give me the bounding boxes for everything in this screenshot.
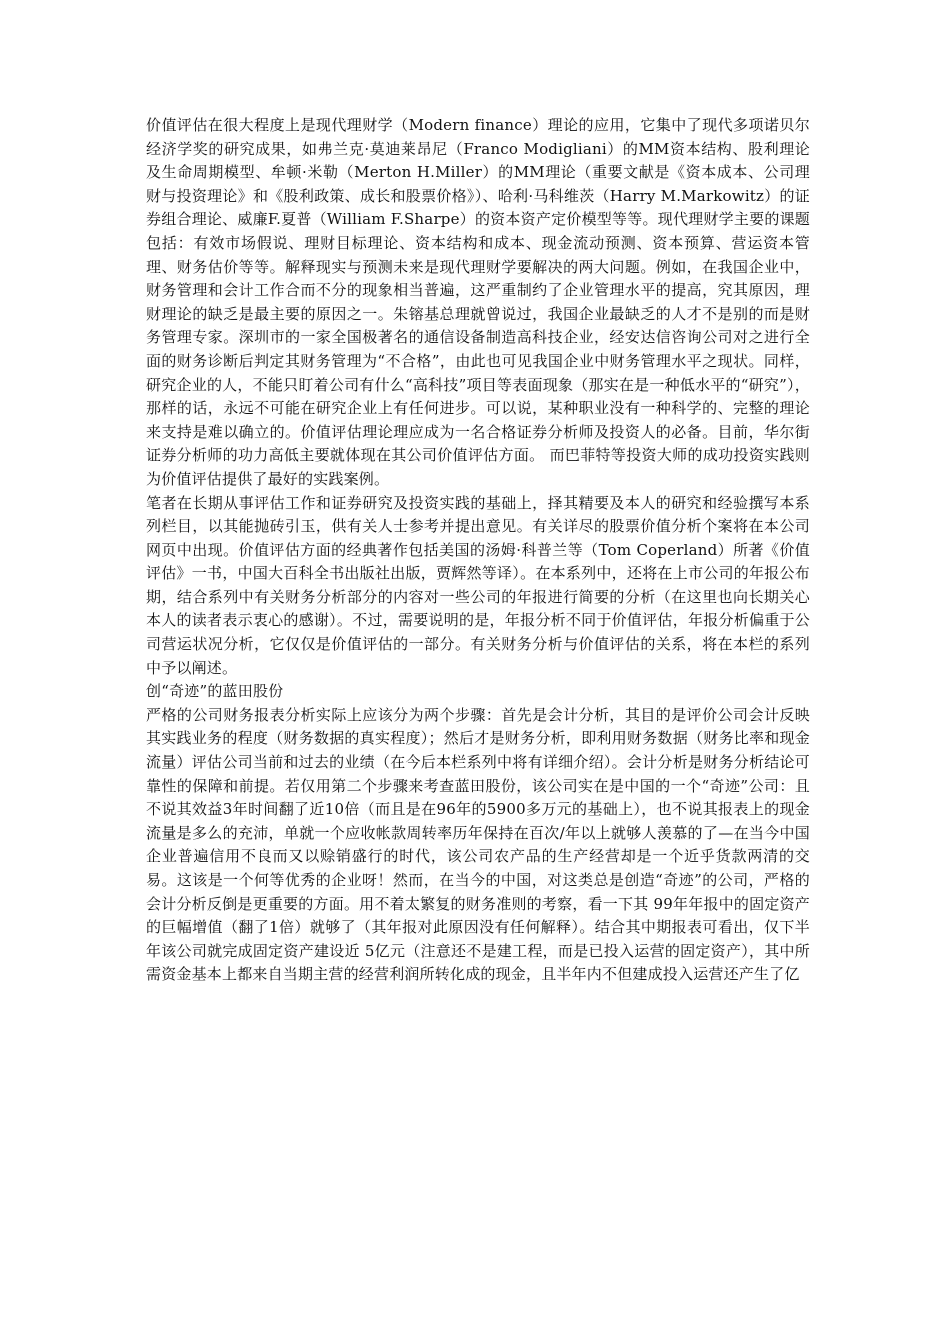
section-heading: 创“奇迹”的蓝田股份 <box>146 682 284 701</box>
document-body <box>146 114 810 987</box>
paragraph-lantian-analysis: 严格的公司财务报表分析实际上应该分为两个步骤：首先是会计分析，其目的是评价公司会计反映其实践业务的程度（财务数据的真实程度）；然后才是财务分析，即利用财务数据（财务比率和现金流量）评估公司当前和过去的业绩（在今后本栏系列中将有详细介绍）。会计分析是财务分析结论可靠性的保障和前提。若仅用第二个步骤来考查蓝田股份，该公司实在是中国的一个“奇迹”公司：且不说其效益3年时间翻了近10倍（而且是在96年的5900多万元的基础上），也不说其报表上的现金流量是多么的充沛，单就一个应收帐款周转率历年保持在百次/年以上就够人羡慕的了—在当今中国企业普遍信用不良而又以赊销盛行的时代，该公司农产品的生产经营却是一个近乎货款两清的交易。这该是一个何等优秀的企业呀！然而，在当今的中国，对这类总是创造“奇迹”的公司，严格的会计分析反倒是更重要的方面。用不着太繁复的财务准则的考察，看一下其 99年年报中的固定资产的巨幅增值（翻了1倍）就够了（其年报对此原因没有任何解释）。结合其中期报表可看出，仅下半年该公司就完成固定资产建设近 5亿元（注意还不是建工程，而是已投入运营的固定资产），其中所需资金基本上都来自当期主营的经营利润所转化成的现金，且半年内不但建成投入运营还产生了亿 <box>146 705 810 984</box>
paragraph-author-series-intro: 笔者在长期从事评估工作和证券研究及投资实践的基础上，择其精要及本人的研究和经验撰写本系列栏目，以其能抛砖引玉，供有关人士参考并提出意见。有关详尽的股票价值分析个案将在本公司网页中出现。价值评估方面的经典著作包括美国的汤姆·科普兰等（Tom Coperland）所著《价值评估》一书，中国大百科全书出版社出版，贾辉然等译）。在本系列中，还将在上市公司的年报公布期，结合系列中有关财务分析部分的内容对一些公司的年报进行简要的分析（在这里也向长期关心本人的读者表示衷心的感谢）。不过，需要说明的是，年报分析不同于价值评估，年报分析偏重于公司营运状况分析，它仅仅是价值评估的一部分。有关财务分析与价值评估的关系，将在本栏的系列中予以阐述。 <box>146 493 810 677</box>
paragraph-value-assessment-theory: 价值评估在很大程度上是现代理财学（Modern finance）理论的应用，它集中了现代多项诺贝尔经济学奖的研究成果，如弗兰克·莫迪莱昂尼（Franco Modigliani）的MM资本结构、股利理论及生命周期模型、牟顿·米勒（Merton H.Miller）的MM理论（重要文献是《资本成本、公司理财与投资理论》和《股利政策、成长和股票价格》）、哈利·马科维茨（Harry M.Markowitz）的证券组合理论、威廉F.夏普（William F.Sharpe）的资本资产定价模型等等。现代理财学主要的课题包括：有效市场假说、理财目标理论、资本结构和成本、现金流动预测、资本预算、营运资本管理、财务估价等等。解释现实与预测未来是现代理财学要解决的两大问题。例如，在我国企业中，财务管理和会计工作合而不分的现象相当普遍，这严重制约了企业管理水平的提高，究其原因，理财理论的缺乏是最主要的原因之一。朱镕基总理就曾说过，我国企业最缺乏的人才不是别的而是财务管理专家。深圳市的一家全国极著名的通信设备制造高科技企业，经安达信咨询公司对之进行全面的财务诊断后判定其财务管理为“不合格”，由此也可见我国企业中财务管理水平之现状。同样，研究企业的人，不能只盯着公司有什么“高科技”项目等表面现象（那实在是一种低水平的“研究”），那样的话，永远不可能在研究企业上有任何进步。可以说，某种职业没有一种科学的、完整的理论来支持是难以确立的。价值评估理论理应成为一名合格证券分析师及投资人的必备。目前，华尔街证券分析师的功力高低主要就体现在其公司价值评估方面。 而巴菲特等投资大师的成功投资实践则为价值评估提供了最好的实践案例。 <box>146 116 810 488</box>
